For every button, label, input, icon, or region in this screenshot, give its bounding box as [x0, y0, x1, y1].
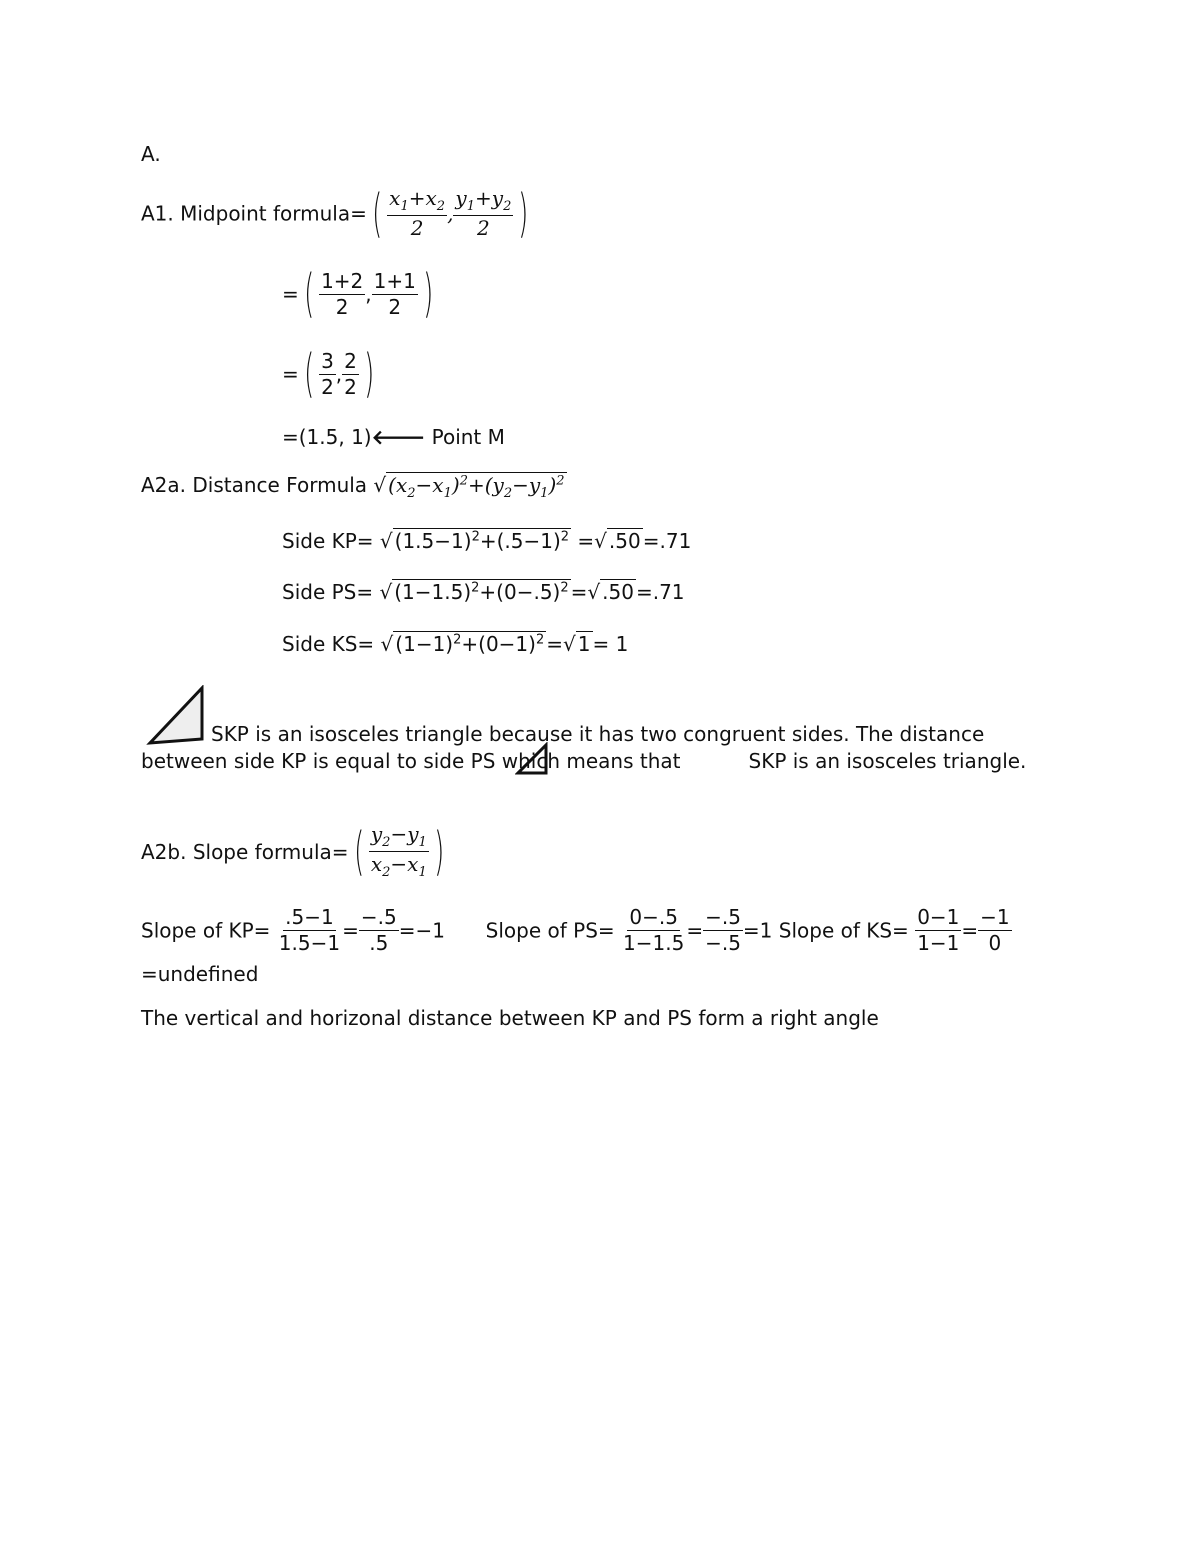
slope-formula-line: A2b. Slope formula=( $\frac{y_2-y_1}{x_2-x_1}$ ) — [141, 821, 445, 882]
side-kp-line: Side KP= √ $(1.5-1)^2+(.5-1)^2$ =√ .50 =.71 — [282, 529, 692, 553]
midpoint-formula-line: A1. Midpoint formula=( $\frac{x_1+x_2}{2}$ , $\frac{y_1+y_2}{2}$ ) — [141, 183, 529, 244]
midpoint-step-1: =( $\frac{1+2}{2}$ , $\frac{1+1}{2}$ ) — [282, 264, 434, 324]
midpoint-result: =(1.5, 1)🡐 Point M — [282, 425, 505, 449]
side-ks-line: Side KS= √ $(1-1)^2+(0-1)^2$ =√ 1 = 1 — [282, 632, 629, 656]
midpoint-x-fraction: $\frac{x_1+x_2}{2}$ — [389, 186, 446, 241]
arrow-left-icon: 🡐 — [371, 425, 426, 449]
section-heading: A. — [141, 142, 161, 166]
side-ps-line: Side PS= √ $(1-1.5)^2+(0-.5)^2$ =√ .50 =.71 — [282, 580, 685, 604]
slopes-line: Slope of KP= $\frac{.5-1}{1.5-1}$ = $\frac{-.5}{.5}$ =−1 Slope of PS= $\frac{0-.5}{1-1.5}$ = $\frac{-.5}{-.5}$ =1 Slope of KS= $\frac{0-1}{1-1}$ = $\frac{-1}{0}$ — [141, 905, 1010, 955]
midpoint-y-fraction: $\frac{y_1+y_2}{2}$ — [455, 186, 512, 241]
midpoint-step-2: =( $\frac{3}{2}$ , $\frac{2}{2}$ ) — [282, 344, 375, 404]
isosceles-paragraph: SKP is an isosceles triangle because it has two congruent sides. The distance between side KP is equal to side PS which means that SKP is an isosceles triangle. — [141, 722, 1027, 773]
undefined-text: =undefined — [141, 962, 259, 986]
conclusion-text: The vertical and horizonal distance between KP and PS form a right angle — [141, 1006, 879, 1030]
distance-formula-line: A2a. Distance Formula √ $(x_2-x_1)^2+(y_2-y_1)^2$ — [141, 473, 565, 501]
midpoint-label: A1. Midpoint formula= — [141, 201, 367, 226]
